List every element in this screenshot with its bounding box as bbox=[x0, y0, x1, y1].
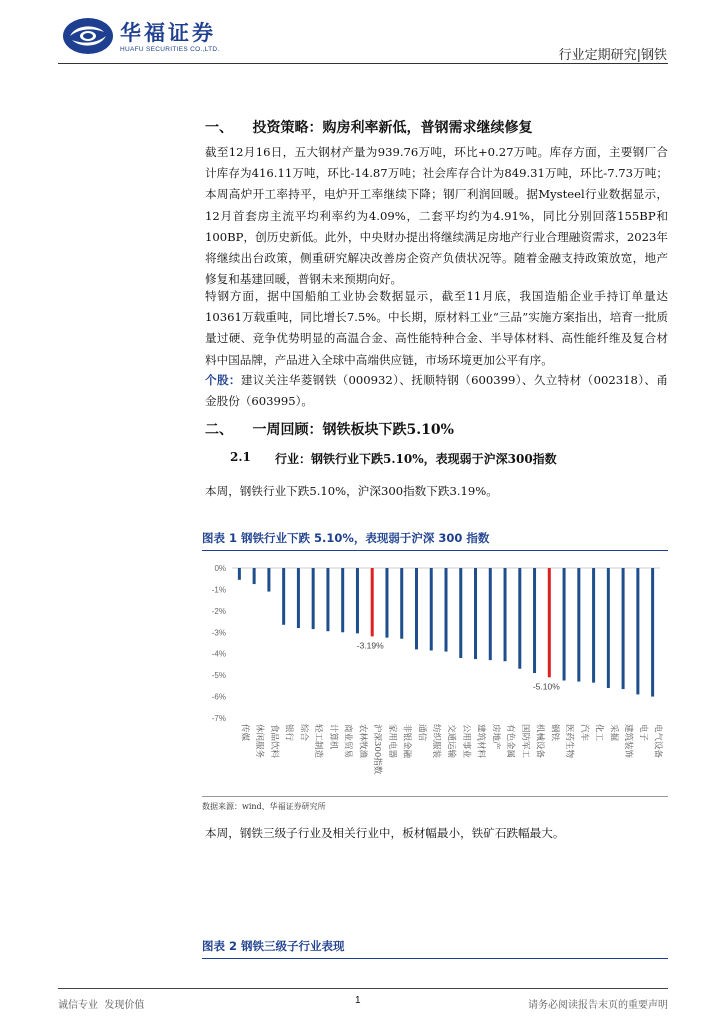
bar-机械设备 bbox=[533, 568, 536, 673]
bar-通信 bbox=[415, 568, 418, 649]
section-2-paragraph: 本周，钢铁行业下跌5.10%，沪深300指数下跌3.19%。 bbox=[205, 484, 498, 498]
x-category-label: 建筑材料 bbox=[475, 724, 486, 759]
figure-2-rule-top bbox=[202, 958, 668, 959]
bar-休闲服务 bbox=[253, 568, 256, 584]
x-category-label: 汽车 bbox=[578, 724, 589, 742]
x-category-label: 家用电器 bbox=[386, 724, 397, 759]
bar-国防军工 bbox=[518, 568, 521, 669]
bar-农林牧渔 bbox=[356, 568, 359, 633]
y-tick-label: -6% bbox=[211, 692, 226, 702]
footer-disclaimer: 请务必阅读报告末页的重要声明 bbox=[528, 1000, 668, 1011]
header-rule bbox=[58, 63, 668, 64]
x-category-label: 休闲服务 bbox=[254, 724, 265, 759]
figure-1-title: 图表 1 钢铁行业下跌 5.10%，表现弱于沪深 300 指数 bbox=[202, 531, 490, 545]
x-category-label: 交通运输 bbox=[446, 724, 456, 759]
x-category-label: 非银金融 bbox=[401, 724, 412, 759]
x-category-label: 建筑装饰 bbox=[623, 724, 634, 759]
logo bbox=[62, 16, 252, 56]
x-category-label: 医药生物 bbox=[564, 724, 575, 759]
bar-沪深300指数 bbox=[371, 568, 374, 636]
bar-计算机 bbox=[326, 568, 329, 631]
y-tick-label: -2% bbox=[211, 606, 226, 616]
y-tick-label: -3% bbox=[211, 628, 226, 638]
x-category-label: 电气设备 bbox=[652, 724, 663, 759]
x-category-label: 国防军工 bbox=[519, 724, 530, 759]
y-tick-label: -4% bbox=[211, 649, 226, 659]
x-category-label: 纺织服装 bbox=[431, 724, 442, 759]
bar-化工 bbox=[592, 568, 595, 683]
bar-汽车 bbox=[577, 568, 580, 682]
section-1-paragraph-2: 特钢方面，据中国船舶工业协会数据显示，截至11月底，我国造船企业手持订单量达10361万载重吨，同比增长7.5%。中长期，原材料工业“三品”实施方案指出，培育一批质量过硬、竞争优势明显的高温合金、高性能特种合金、半导体材料、高性能纤维及复合材料中国品牌，产品进入全球中高端供应链，市场环境更加公平有序。 bbox=[205, 289, 668, 367]
x-category-label: 食品饮料 bbox=[268, 724, 279, 759]
bar-传媒 bbox=[238, 568, 241, 580]
figure-2-title: 图表 2 钢铁三级子行业表现 bbox=[202, 939, 345, 953]
y-tick-label: 0% bbox=[214, 564, 226, 573]
bar-非银金融 bbox=[400, 568, 403, 639]
x-category-label: 沪深300指数 bbox=[372, 724, 383, 775]
stock-picks-label: 个股： bbox=[205, 373, 241, 387]
bar-综合 bbox=[297, 568, 300, 628]
y-tick-label: -1% bbox=[211, 585, 226, 595]
section-1-paragraph-1: 截至12月16日，五大钢材产量为939.76万吨，环比+0.27万吨。库存方面，主要钢厂合计库存为416.11万吨，环比-14.87万吨；社会库存合计为849.31万吨，环比-7.73万吨；本周高炉开工率持平，电炉开工率继续下降；钢厂利润回暖。据Mysteel行业数据显示，12月首套房主流平均利率约为4.09%，二套平均约为4.91%，同比分别回落155BP和100BP，创历史新低。此外，中央财办提出将继续满足房地产行业合理融资需求，2023年将继续出台政策，侧重研究解决改善房企资产负债状况等。随着金融支持政策放宽，地产修复和基建回暖，普钢未来预期向好。 bbox=[205, 145, 668, 287]
bar-电子 bbox=[636, 568, 639, 694]
footer-rule bbox=[58, 988, 668, 989]
figure-1-chart bbox=[202, 556, 668, 796]
page-number: 1 bbox=[355, 995, 361, 1006]
after-chart-paragraph: 本周，钢铁三级子行业及相关行业中，板材幅最小，铁矿石跌幅最大。 bbox=[205, 826, 565, 840]
stock-picks-text: 建议关注华菱钢铁（000932）、抚顺特钢（600399）、久立特材（002318）、甬金股份（603995）。 bbox=[205, 373, 668, 409]
subsection-number: 2.1 bbox=[230, 450, 251, 464]
logo-emblem-icon bbox=[62, 16, 114, 56]
section-2-title: 二、 一周回顾：钢铁板块下跌5.10% bbox=[205, 422, 454, 438]
x-category-label: 计算机 bbox=[327, 724, 338, 750]
bar-商业贸易 bbox=[341, 568, 344, 632]
report-category: 行业定期研究|钢铁 bbox=[558, 48, 667, 63]
x-category-label: 农林牧渔 bbox=[357, 724, 368, 759]
bar-采掘 bbox=[607, 568, 610, 688]
subsection-title: 行业：钢铁行业下跌5.10%，表现弱于沪深300指数 bbox=[275, 452, 557, 466]
bar-轻工制造 bbox=[312, 568, 315, 629]
footer-slogan: 诚信专业 发现价值 bbox=[58, 1000, 145, 1011]
bar-纺织服装 bbox=[430, 568, 433, 651]
bar-公用事业 bbox=[459, 568, 462, 658]
y-tick-label: -5% bbox=[211, 671, 226, 681]
bar-建筑装饰 bbox=[622, 568, 625, 689]
figure-1-source: 数据来源：wind、华福证券研究所 bbox=[202, 802, 326, 811]
stock-picks bbox=[205, 370, 668, 412]
section-1-title: 一、 投资策略：购房利率新低，普钢需求继续修复 bbox=[205, 120, 533, 136]
x-category-label: 机械设备 bbox=[534, 724, 545, 759]
bar-家用电器 bbox=[385, 568, 388, 638]
data-label: -5.10% bbox=[532, 681, 560, 692]
x-category-label: 房地产 bbox=[490, 724, 501, 750]
x-category-label: 综合 bbox=[298, 724, 309, 742]
bar-钢铁 bbox=[548, 568, 551, 677]
x-category-label: 通信 bbox=[416, 724, 427, 742]
y-tick-label: -7% bbox=[211, 714, 226, 723]
x-category-label: 商业贸易 bbox=[342, 724, 353, 759]
bar-建筑材料 bbox=[474, 568, 477, 659]
bar-有色金属 bbox=[504, 568, 507, 661]
x-category-label: 传媒 bbox=[239, 724, 250, 742]
x-category-label: 公用事业 bbox=[460, 724, 471, 759]
bar-医药生物 bbox=[563, 568, 566, 681]
x-category-label: 钢铁 bbox=[549, 724, 560, 742]
bar-房地产 bbox=[489, 568, 492, 660]
figure-1-rule-top bbox=[202, 550, 668, 551]
bar-电气设备 bbox=[651, 568, 654, 697]
bar-交通运输 bbox=[445, 568, 448, 652]
x-category-label: 采掘 bbox=[608, 724, 619, 742]
figure-1-rule-bottom bbox=[202, 796, 668, 797]
data-label: -3.19% bbox=[356, 640, 384, 651]
bar-食品饮料 bbox=[267, 568, 270, 592]
brand-name-en: HUAFU SECURITIES CO.,LTD. bbox=[120, 46, 220, 53]
x-category-label: 电子 bbox=[637, 724, 648, 742]
x-category-label: 轻工制造 bbox=[313, 724, 324, 759]
brand-name-cn: 华福证券 bbox=[120, 21, 216, 45]
x-category-label: 化工 bbox=[593, 724, 604, 742]
x-category-label: 银行 bbox=[283, 724, 294, 742]
bar-银行 bbox=[282, 568, 285, 625]
x-category-label: 有色金属 bbox=[505, 724, 516, 759]
